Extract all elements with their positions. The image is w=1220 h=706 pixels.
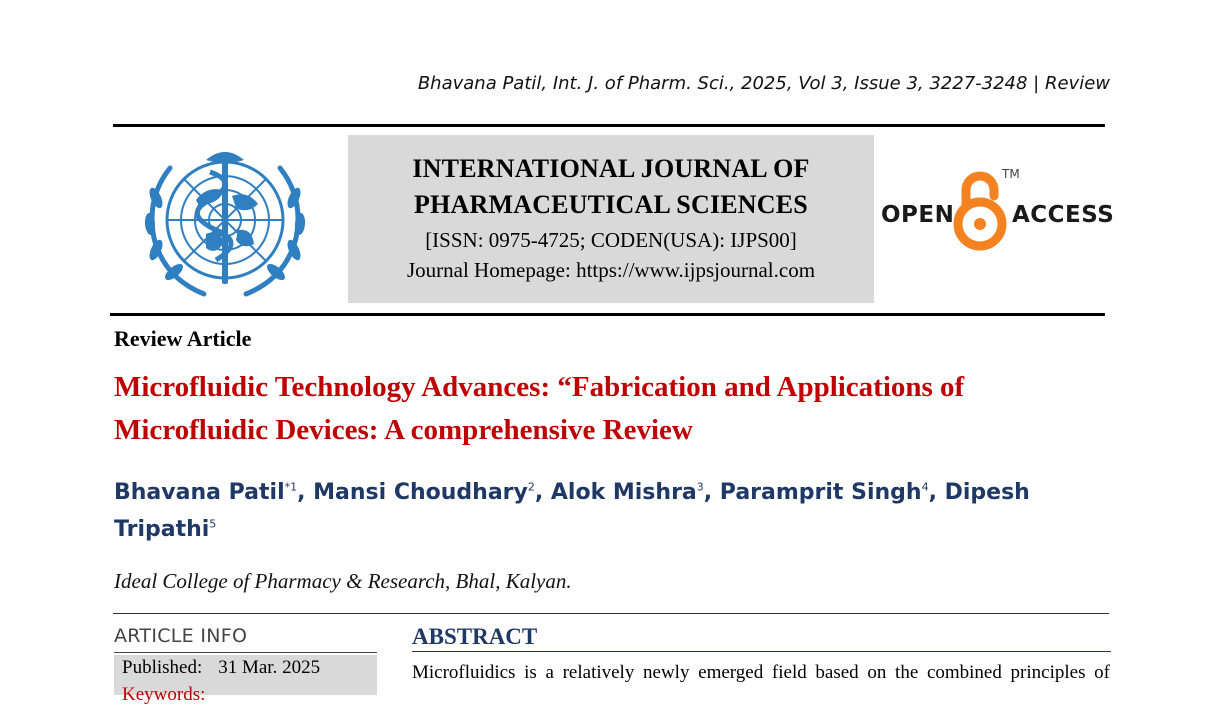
- abstract-rule: [412, 651, 1111, 652]
- un-emblem-logo: [126, 138, 324, 306]
- abstract-text: Microfluidics is a relatively newly emerged field based on the combined principles of: [412, 662, 1110, 683]
- author: Bhavana Patil$^{*1}$,: [114, 480, 314, 506]
- keywords-label: Keywords:: [122, 684, 206, 705]
- open-lock-icon: [952, 166, 1008, 252]
- article-info-box: [114, 655, 377, 705]
- journal-banner: [348, 135, 874, 303]
- article-info-heading: ARTICLE INFO: [114, 625, 248, 647]
- journal-issn: [ISSN: 0975-4725; CODEN(USA): IJPS00]: [425, 228, 797, 252]
- published-label: Published:: [122, 657, 203, 678]
- article-info-rule: [114, 652, 377, 653]
- abstract-heading: ABSTRACT: [412, 624, 538, 649]
- author: Alok Mishra$^3$,: [550, 480, 720, 506]
- author-list: [114, 472, 1074, 545]
- journal-homepage[interactable]: Journal Homepage: https://www.ijpsjournal.com: [406, 258, 816, 282]
- trademark-symbol: TM: [1002, 167, 1020, 181]
- header-rule-bottom: [110, 313, 1105, 316]
- open-access-logo: [878, 164, 1115, 256]
- author: Mansi Choudhary$^2$,: [313, 480, 551, 506]
- article-type: Review Article: [114, 326, 252, 351]
- section-divider: [113, 613, 1109, 614]
- open-access-access-text: ACCESS: [1012, 202, 1115, 228]
- author: Dipesh Tripathi$^5$: [114, 480, 1030, 542]
- open-access-open-text: OPEN: [881, 202, 955, 228]
- author-affiliation: Ideal College of Pharmacy & Research, Bhal, Kalyan.: [114, 569, 572, 593]
- journal-title-line2: PHARMACEUTICAL SCIENCES: [414, 190, 808, 219]
- running-header-citation: Bhavana Patil, Int. J. of Pharm. Sci., 2025, Vol 3, Issue 3, 3227-3248 | Review: [417, 73, 1110, 94]
- published-date: 31 Mar. 2025: [218, 657, 321, 678]
- published-row: [122, 657, 320, 679]
- header-rule-top: [113, 124, 1105, 127]
- author: Paramprit Singh$^4$,: [719, 480, 945, 506]
- article-title: Microfluidic Technology Advances: “Fabrication and Applications of Microfluidic Devices: A comprehensive Review: [114, 371, 965, 446]
- journal-title-line1: INTERNATIONAL JOURNAL OF: [412, 154, 810, 183]
